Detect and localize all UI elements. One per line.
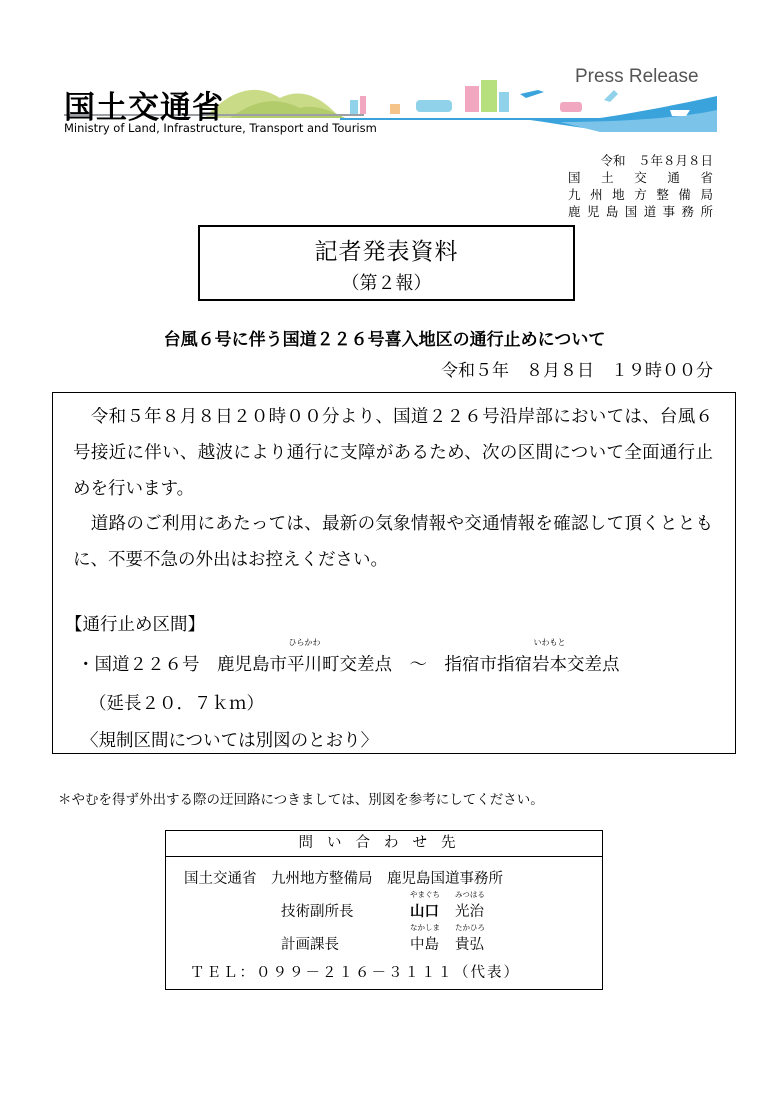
issuer-office: 鹿児島国道事務所 [568,204,713,219]
closure-section-title: 【通行止め区間】 [65,615,205,635]
contact-family-2-ruby: なかしま [410,923,440,932]
contact-role-2: 計画課長 [281,937,339,953]
contact-given-2-text: 貴弘 [455,937,484,953]
press-release-label: Press Release [575,66,699,87]
timestamp: 令和５年 ８月８日 １９時００分 [441,361,713,381]
route-place-2-text: 岩本 [532,655,567,675]
contact-family-1-ruby: やまぐち [410,890,440,899]
contact-family-2 [410,923,440,954]
issuer-block [568,152,713,220]
route-prefix: ・国道２２６号 鹿児島市 [77,655,287,675]
route-place-1 [287,638,322,676]
route-place-1-ruby: ひらかわ [288,638,321,647]
ministry-logo-jp: 国土交通省 [64,90,224,126]
contact-given-1-ruby: みつはる [455,890,485,899]
title-box [198,225,575,301]
closure-length: （延長２０．７ｋｍ） [89,694,264,714]
contact-role-1: 技術副所長 [281,904,354,920]
issuer-bureau: 九州地方整備局 [568,187,713,202]
issue-date: 令和 ５年８月８日 [600,153,713,168]
contact-family-2-text: 中島 [410,937,439,953]
headline: 台風６号に伴う国道２２６号喜入地区の通行止めについて [163,330,606,350]
detour-footnote: ＊やむを得ず外出する際の迂回路につきましては、別図を参考にしてください。 [58,792,544,808]
route-place-1-text: 平川 [287,655,322,675]
title-sub: （第２報） [341,273,432,294]
contact-given-2 [455,923,485,954]
contact-tel: ＴＥＬ：０９９－２１６－３１１１（代表） [190,965,520,981]
contact-name-2 [410,923,485,954]
contact-given-1 [455,890,485,921]
route-place-2 [532,638,567,676]
route-suffix: 交差点 [567,655,620,675]
ministry-logo-en: Ministry of Land, Infrastructure, Transport and Tourism [64,121,377,135]
contact-table [165,830,603,990]
notice-box [52,392,736,754]
contact-organization: 国土交通省 九州地方整備局 鹿児島国道事務所 [184,871,503,887]
route-middle: 町交差点 ～ 指宿市指宿 [322,655,532,675]
issuer-ministry: 国土交通省 [568,170,713,185]
contact-family-1-text: 山口 [410,904,439,920]
contact-given-2-ruby: たかひろ [455,923,485,932]
contact-heading: 問い合わせ先 [166,831,602,857]
route-place-2-ruby: いわもと [533,638,566,647]
notice-paragraph-1: 令和５年８月８日２０時００分より、国道２２６号沿岸部においては、台風６号接近に伴い、越波により通行に支障があるため、次の区間について全面通行止めを行います。 [73,407,713,499]
contact-family-1 [410,890,440,921]
title-main: 記者発表資料 [314,239,459,265]
closure-route [77,638,620,676]
contact-given-1-text: 光治 [455,904,484,920]
notice-paragraph-2: 道路のご利用にあたっては、最新の気象情報や交通情報を確認して頂くとともに、不要不急の外出はお控えください。 [73,514,713,570]
contact-name-1 [410,890,485,921]
regulation-note: 〈規制区間については別図のとおり〉 [81,731,379,751]
